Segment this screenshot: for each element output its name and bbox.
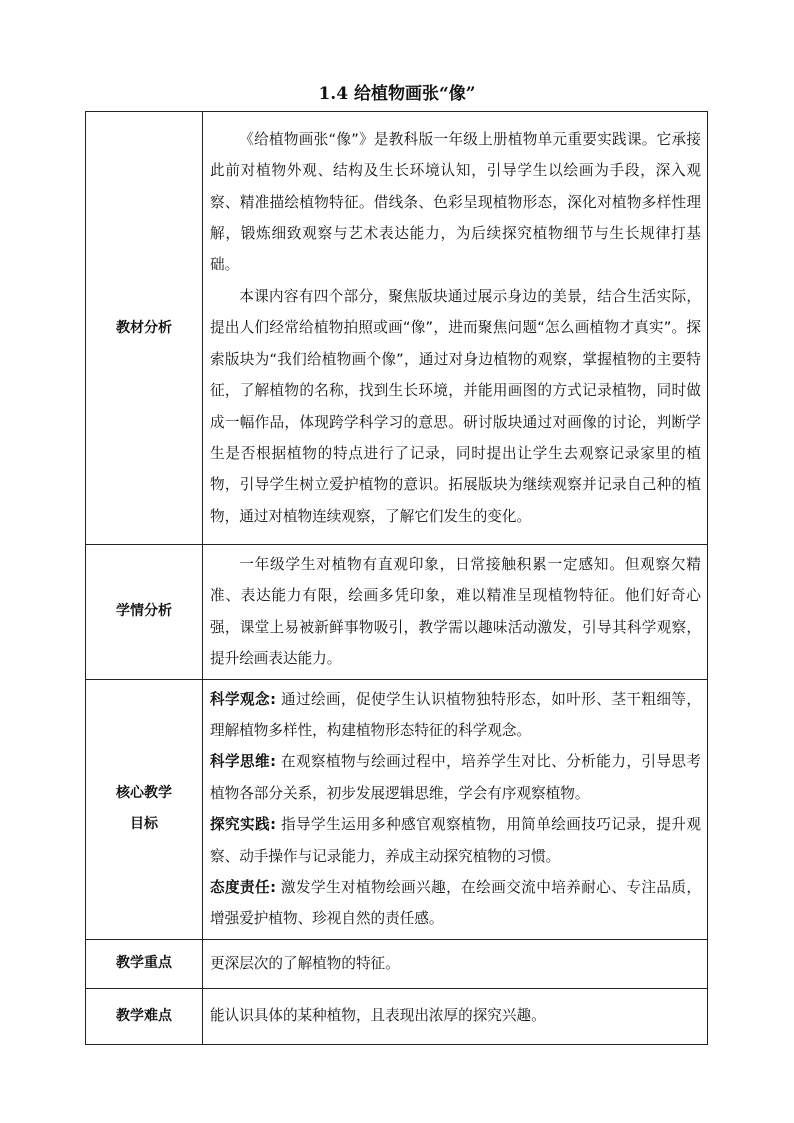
key-point-content	[203, 939, 708, 988]
row-label-key-point: 教学重点	[86, 939, 203, 988]
goal-text: 在观察植物与绘画过程中，培养学生对比、分析能力，引导思考植物各部分关系，初步发展逻辑思维，学会有序观察植物。	[210, 753, 701, 802]
row-label-difficulty: 教学难点	[86, 988, 203, 1044]
goal-item	[210, 746, 701, 809]
student-analysis-content	[203, 545, 708, 680]
core-goals-label-line1: 核心教学	[116, 785, 172, 802]
core-goals-content	[203, 679, 708, 939]
table-row-student-analysis	[86, 545, 708, 680]
row-label-textbook-analysis: 教材分析	[86, 112, 203, 545]
goal-item	[210, 684, 701, 747]
student-analysis-text: 一年级学生对植物有直观印象，日常接触积累一定感知。但观察欠精准、表达能力有限，绘画多凭印象，难以精准呈现植物特征。他们好奇心强，课堂上易被新鲜事物吸引，教学需以趣味活动激发，引导其科学观察，提升绘画表达能力。	[210, 556, 701, 668]
key-point-text: 更深层次的了解植物的特征。	[210, 954, 400, 972]
row-label-core-goals	[86, 679, 203, 939]
goal-text: 激发学生对植物绘画兴趣，在绘画交流中培养耐心、专注品质，增强爱护植物、珍视自然的责任感。	[210, 879, 701, 928]
page-title: 1.4 给植物画张“像”	[318, 84, 476, 104]
goal-name: 探究实践:	[210, 816, 276, 834]
textbook-paragraph-2: 本课内容有四个部分，聚焦版块通过展示身边的美景，结合生活实际，提出人们经常给植物拍照或画“像”，进而聚焦问题“怎么画植物才真实”。探索版块为“我们给植物画个像”，通过对身边植物的观察，掌握植物的主要特征，了解植物的名称，找到生长环境，并能用画图的方式记录植物，同时做成一幅作品，体现跨学科学习的意思。研讨版块通过对画像的讨论，判断学生是否根据植物的特点进行了记录，同时提出让学生去观察记录家里的植物，引导学生树立爱护植物的意识。拓展版块为继续观察并记录自己种的植物，通过对植物连续观察，了解它们发生的变化。	[210, 287, 701, 525]
goal-name: 科学观念:	[210, 690, 276, 708]
textbook-paragraph-1: 《给植物画张“像”》是教科版一年级上册植物单元重要实践课。它承接此前对植物外观、结构及生长环境认知，引导学生以绘画为手段，深入观察、精准描绘植物特征。借线条、色彩呈现植物形态，深化对植物多样性理解，锻炼细致观察与艺术表达能力，为后续探究植物细节与生长规律打基础。	[210, 130, 701, 274]
row-label-student-analysis: 学情分析	[86, 545, 203, 680]
goal-name: 科学思维:	[210, 753, 276, 771]
goal-text: 通过绘画，促使学生认识植物独特形态，如叶形、茎干粗细等，理解植物多样性，构建植物形态特征的科学观念。	[210, 690, 701, 740]
goal-item	[210, 872, 701, 935]
core-goals-label-line2: 目标	[130, 816, 158, 833]
difficulty-content	[203, 988, 708, 1044]
table-row-textbook-analysis	[86, 112, 708, 545]
textbook-analysis-content	[203, 112, 708, 545]
table-row-difficulty	[86, 988, 708, 1044]
lesson-plan-table	[85, 111, 708, 1045]
difficulty-text: 能认识具体的某种植物，且表现出浓厚的探究兴趣。	[210, 1007, 546, 1025]
goal-name: 态度责任:	[210, 879, 276, 897]
goal-item	[210, 809, 701, 872]
table-row-core-goals	[86, 679, 708, 939]
goal-text: 指导学生运用多种感官观察植物，用简单绘画技巧记录，提升观察、动手操作与记录能力，养成主动探究植物的习惯。	[210, 816, 701, 865]
table-row-key-point	[86, 939, 708, 988]
